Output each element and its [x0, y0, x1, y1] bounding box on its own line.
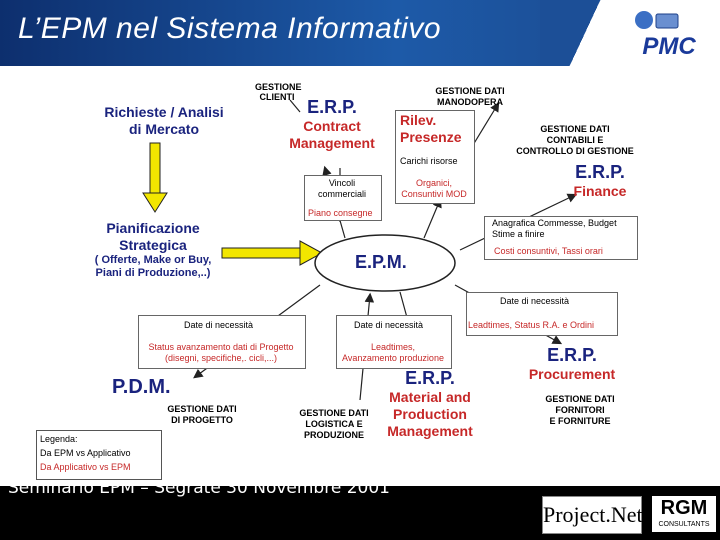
slide-title: L’EPM nel Sistema Informativo	[18, 12, 442, 45]
legend-box	[36, 430, 162, 480]
label-erp-finance: E.R.P. Finance	[573, 162, 627, 199]
arrow-rilev-epm	[424, 200, 440, 238]
label-date-necessita-2: Date di necessità	[354, 320, 424, 330]
label-erp-procurement: E.R.P. Procurement	[528, 345, 616, 382]
label-date-necessita-1: Date di necessità	[184, 320, 254, 330]
legend-title: Legenda:	[40, 434, 78, 444]
label-date-necessita-3: Date di necessità	[500, 296, 570, 306]
rgm-logo-text: RGM	[660, 497, 708, 519]
label-leadtimes-avanzamento: Leadtimes, Avanzamento produzione	[342, 342, 444, 363]
label-gestione-clienti: GESTIONE CLIENTI	[255, 82, 302, 102]
label-erp-material: E.R.P. Material and Production Management	[387, 368, 473, 439]
label-richieste: Richieste / Analisi di Mercato	[104, 104, 224, 137]
label-epm: E.P.M.	[355, 252, 407, 272]
yellow-arrow-down	[143, 143, 167, 212]
rgm-logo	[652, 496, 716, 532]
label-gestione-progetto: GESTIONE DATI DI PROGETTO	[167, 404, 237, 425]
projectnet-logo: Project.Net	[542, 496, 642, 534]
label-vincoli: Vincoli commerciali	[317, 178, 366, 199]
footer-text: Seminario EPM – Segrate 30 Novembre 2001	[8, 478, 390, 498]
label-carichi: Carichi risorse	[400, 156, 458, 166]
pmc-logo-text: PMC	[642, 33, 696, 60]
label-gestione-manodopera: GESTIONE DATI MANODOPERA	[435, 86, 505, 107]
legend-item-app-to-epm: Da Applicativo vs EPM	[40, 462, 131, 472]
legend-item-epm-to-app: Da EPM vs Applicativo	[40, 448, 131, 458]
yellow-arrow-right	[222, 241, 322, 265]
label-pdm: P.D.M.	[112, 376, 171, 398]
label-erp-contract: E.R.P. Contract Management	[289, 97, 375, 151]
rgm-logo-sub: CONSULTANTS	[658, 521, 710, 528]
label-gestione-logistica: GESTIONE DATI LOGISTICA E PRODUZIONE	[299, 408, 369, 440]
label-organici: Organici, Consuntivi MOD	[401, 178, 467, 199]
label-leadtimes-status: Leadtimes, Status R.A. e Ordini	[468, 320, 595, 330]
label-pianificazione: Pianificazione Strategica ( Offerte, Make or Buy, Piani di Produzione,..)	[94, 220, 212, 279]
label-gestione-contabili: GESTIONE DATI CONTABILI E CONTROLLO DI GESTIONE	[516, 124, 634, 156]
label-rilev: Rilev. Presenze	[400, 112, 462, 145]
label-anagrafica: Anagrafica Commesse, Budget Stime a finire	[492, 218, 617, 239]
label-gestione-fornitori: GESTIONE DATI FORNITORI E FORNITURE	[545, 394, 615, 426]
label-costi: Costi consuntivi, Tassi orari	[494, 246, 603, 256]
label-status-avanzamento: Status avanzamento dati di Progetto (disegni, specifiche,. cicli,...)	[148, 342, 294, 363]
label-piano: Piano consegne	[308, 208, 373, 218]
